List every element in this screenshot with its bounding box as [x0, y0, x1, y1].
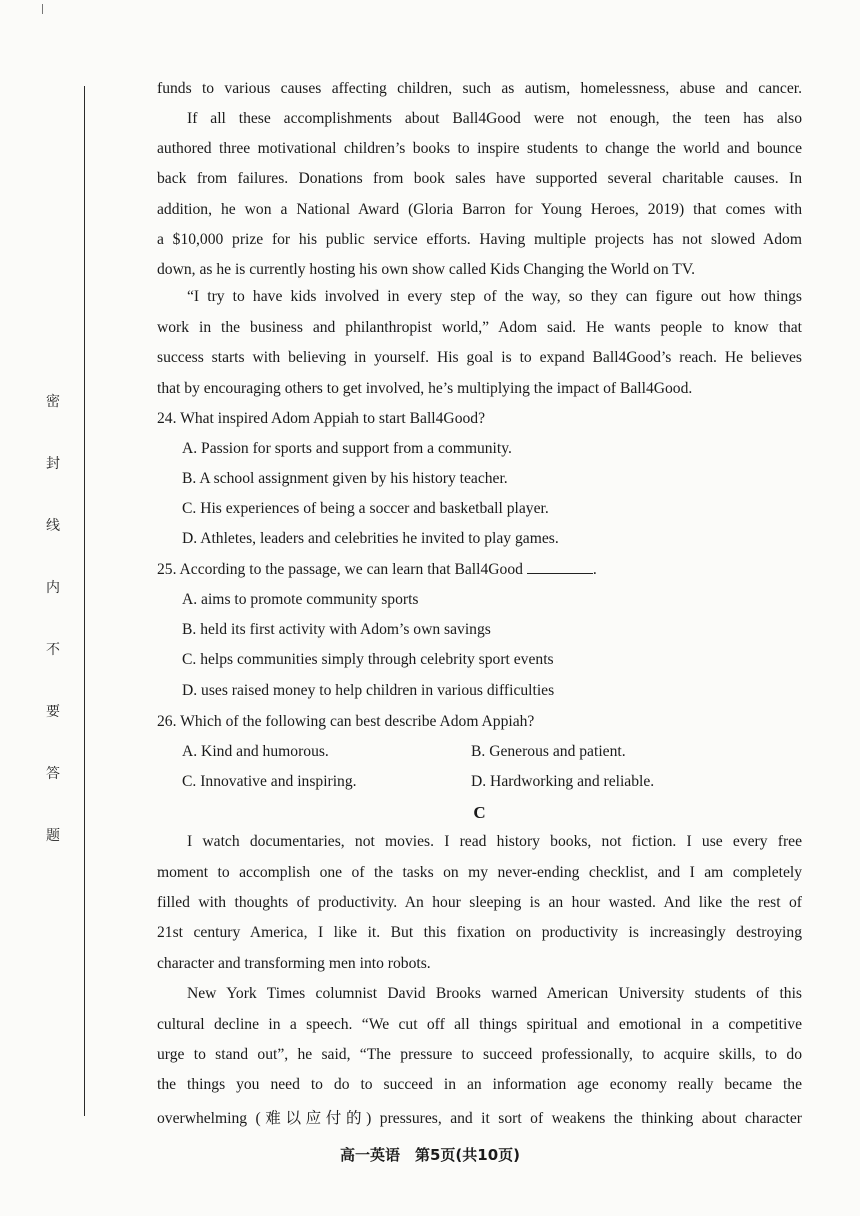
seal-char: 内 [46, 580, 60, 596]
seal-char: 要 [46, 704, 60, 720]
passage-line: authored three motivational children’s books to inspire students to change the world and bounce [157, 140, 802, 157]
seal-char: 密 [46, 394, 60, 410]
question-24-option-d: D. Athletes, leaders and celebrities he invited to play games. [182, 530, 559, 547]
question-25-option-c: C. helps communities simply through celebrity sport events [182, 651, 554, 668]
passage-line: work in the business and philanthropist world,” Adom said. He wants people to know that [157, 319, 802, 336]
seal-line-notice [30, 392, 76, 888]
question-26-stem: 26. Which of the following can best describe Adom Appiah? [157, 713, 535, 730]
passage-c-line: urge to stand out”, he said, “The pressure to succeed professionally, to acquire skills, to do [157, 1046, 802, 1063]
question-25-stem-text: 25. According to the passage, we can learn that Ball4Good [157, 561, 523, 578]
question-26-option-c: C. Innovative and inspiring. [182, 773, 357, 790]
seal-char: 答 [46, 766, 60, 782]
passage-c-line: 21st century America, I like it. But this fixation on productivity is increasingly destroying [157, 924, 802, 941]
question-24-option-a: A. Passion for sports and support from a community. [182, 440, 512, 457]
seal-char: 题 [46, 828, 60, 844]
passage-c-line: the things you need to do to succeed in an information age economy really became the [157, 1076, 802, 1093]
seal-char: 封 [46, 456, 60, 472]
passage-line: success starts with believing in yourself. His goal is to expand Ball4Good’s reach. He believes [157, 349, 802, 366]
question-25-option-b: B. held its first activity with Adom’s own savings [182, 621, 491, 638]
question-24-option-b: B. A school assignment given by his history teacher. [182, 470, 508, 487]
question-25-option-d: D. uses raised money to help children in various difficulties [182, 682, 555, 699]
passage-c-line: filled with thoughts of productivity. An hour sleeping is an hour wasted. And like the rest of [157, 894, 802, 911]
question-26-option-a: A. Kind and humorous. [182, 743, 329, 760]
passage-line: “I try to have kids involved in every step of the way, so they can figure out how things [187, 288, 802, 305]
question-26-option-b: B. Generous and patient. [471, 743, 626, 760]
binding-margin-line [84, 86, 85, 1116]
page-footer: 高一英语 第5页(共10页) [339, 1146, 521, 1164]
question-24-option-c: C. His experiences of being a soccer and basketball player. [182, 500, 549, 517]
margin-tick [42, 4, 43, 14]
passage-line: a $10,000 prize for his public service efforts. Having multiple projects has not slowed Adom [157, 231, 802, 248]
passage-c-line: overwhelming (难以应付的) pressures, and it sort of weakens the thinking about character [157, 1110, 802, 1127]
passage-line: back from failures. Donations from book sales have supported several charitable causes. In [157, 170, 802, 187]
question-25-option-a: A. aims to promote community sports [182, 591, 419, 608]
question-24-stem: 24. What inspired Adom Appiah to start Ball4Good? [157, 410, 486, 427]
passage-line: If all these accomplishments about Ball4Good were not enough, the teen has also [187, 110, 802, 127]
question-26-option-d: D. Hardworking and reliable. [471, 773, 655, 790]
passage-line: funds to various causes affecting children, such as autism, homelessness, abuse and cancer. [157, 80, 802, 97]
passage-line: down, as he is currently hosting his own show called Kids Changing the World on TV. [157, 261, 695, 278]
passage-c-line: character and transforming men into robots. [157, 955, 431, 972]
seal-char: 线 [46, 518, 60, 534]
passage-c-line: moment to accomplish one of the tasks on my never-ending checklist, and I am completely [157, 864, 802, 881]
passage-line: addition, he won a National Award (Gloria Barron for Young Heroes, 2019) that comes with [157, 201, 802, 218]
question-25-stem [157, 561, 597, 579]
passage-c-line: cultural decline in a speech. “We cut off all things spiritual and emotional in a competitive [157, 1016, 802, 1033]
seal-char: 不 [46, 642, 60, 658]
passage-c-line: I watch documentaries, not movies. I read history books, not fiction. I use every free [187, 833, 802, 850]
question-25-stem-end: . [592, 561, 597, 578]
passage-line: that by encouraging others to get involved, he’s multiplying the impact of Ball4Good. [157, 380, 693, 397]
answer-blank [527, 561, 593, 574]
section-heading-c: C [473, 803, 486, 822]
passage-c-line: New York Times columnist David Brooks warned American University students of this [187, 985, 802, 1002]
